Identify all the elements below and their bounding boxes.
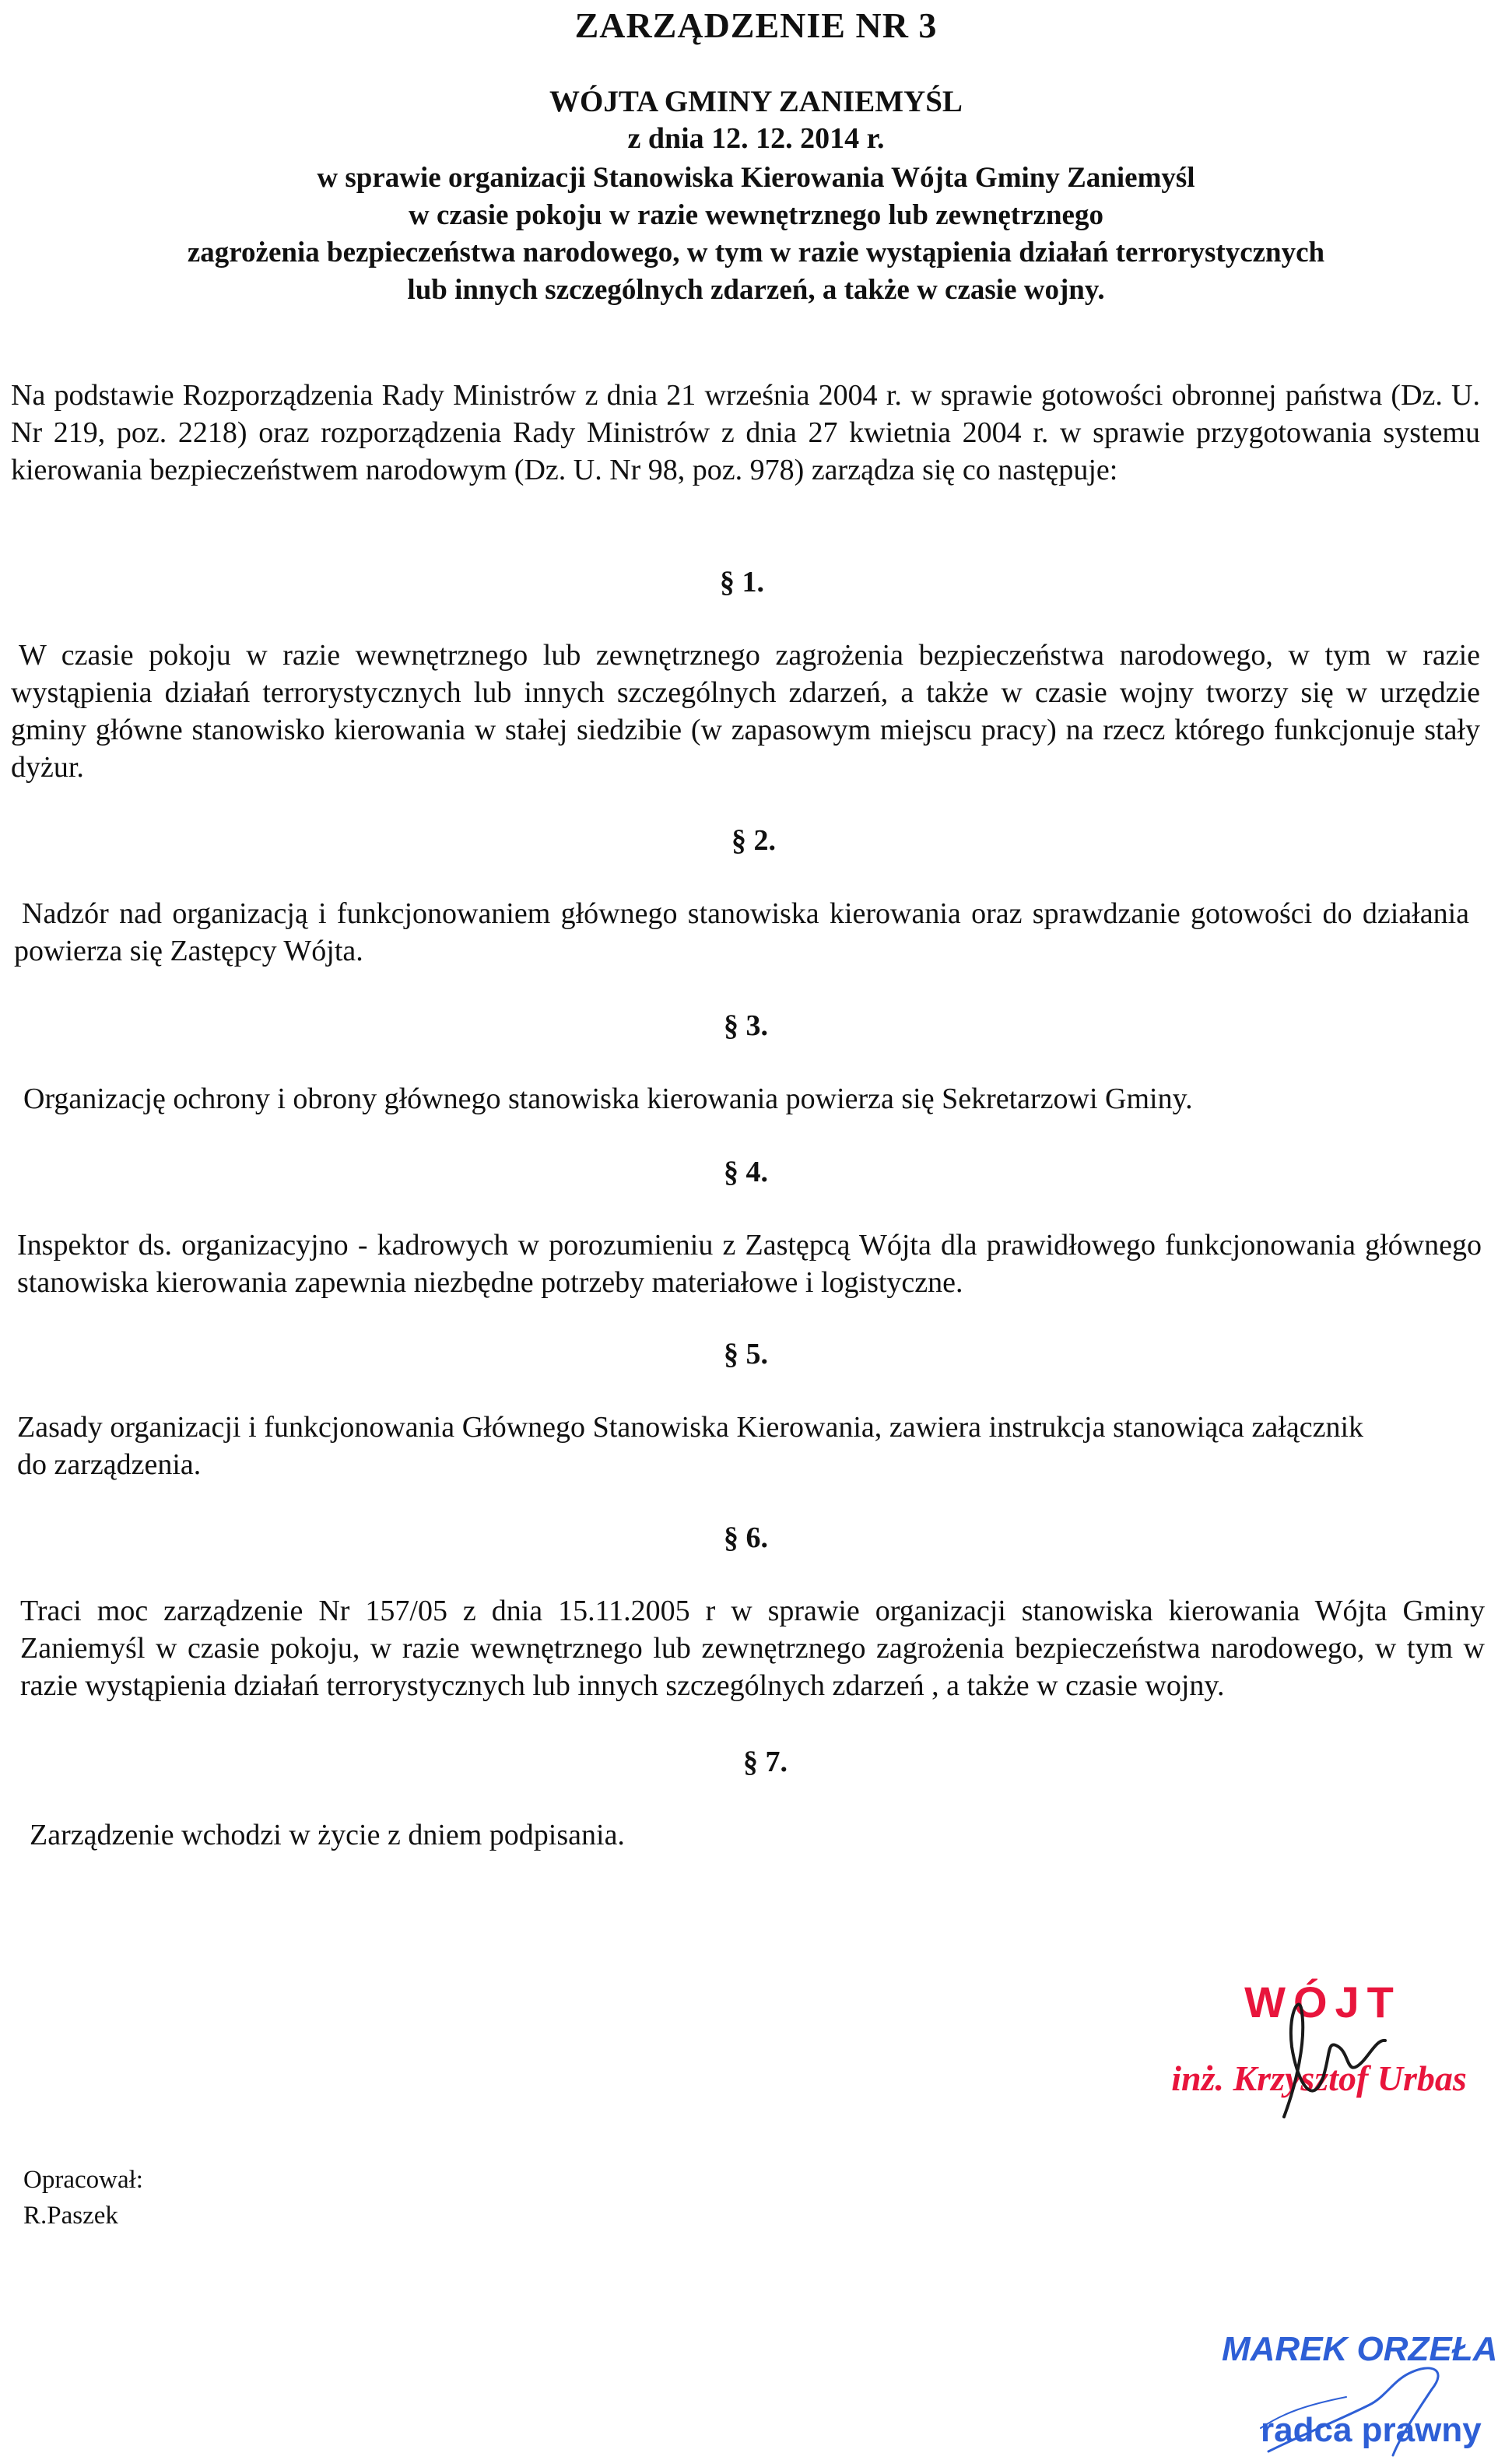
stamp-title: WÓJT	[1244, 1977, 1401, 2027]
section-number: § 1.	[720, 566, 764, 598]
subject-line: lub innych szczególnych zdarzeń, a także w czasie wojny.	[407, 274, 1105, 306]
section-number: § 7.	[743, 1746, 788, 1778]
mayor-stamp	[1136, 1977, 1502, 2125]
section-text: W czasie pokoju w razie wewnętrznego lub zewnętrznego zagrożenia bezpieczeństwa narodowego, w tym w razie wystąpienia działań terrorystycznych lub innych szczególnych zdarzeń, a także w czasie wojny tworzy się w urzędzie gminy główne stanowisko kierowania w stałej siedzibie (w zapasowym miejscu pracy) na rzecz którego funkcjonuje stały dyżur.	[11, 639, 1480, 784]
section-text: Zasady organizacji i funkcjonowania Głównego Stanowiska Kierowania, zawiera instrukcja stanowiąca załącznik do zarządzenia.	[17, 1411, 1363, 1481]
prepared-by-label: Opracował:	[23, 2166, 143, 2194]
stamp-name: inż. Krzysztof Urbas	[1171, 2058, 1467, 2098]
section-text: Inspektor ds. organizacyjno - kadrowych w porozumieniu z Zastępcą Wójta dla prawidłowego funkcjonowania głównego stanowiska kierowania zapewnia niezbędne potrzeby materiałowe i logistyczne.	[17, 1229, 1482, 1299]
legal-counsel-stamp	[1206, 2327, 1512, 2460]
document-title: ZARZĄDZENIE NR 3	[574, 5, 938, 45]
section-number: § 6.	[724, 1521, 768, 1554]
section-text: Organizację ochrony i obrony głównego stanowiska kierowania powierza się Sekretarzowi Gminy.	[23, 1083, 1193, 1115]
section-number: § 2.	[731, 824, 776, 857]
section-number: § 3.	[724, 1009, 768, 1042]
subject-line: w czasie pokoju w razie wewnętrznego lub zewnętrznego	[409, 199, 1103, 231]
legal-counsel-name: MAREK ORZEŁA	[1222, 2330, 1498, 2368]
section-number: § 4.	[724, 1156, 768, 1188]
subject-line: w sprawie organizacji Stanowiska Kierowania Wójta Gminy Zaniemyśl	[317, 162, 1195, 194]
section-text: Nadzór nad organizacją i funkcjonowaniem głównego stanowiska kierowania oraz sprawdzanie gotowości do działania powierza się Zastępcy Wójta.	[14, 897, 1469, 967]
subject-line: zagrożenia bezpieczeństwa narodowego, w tym w razie wystąpienia działań terrorystycznych	[187, 237, 1325, 268]
section-text: Traci moc zarządzenie Nr 157/05 z dnia 15.11.2005 r w sprawie organizacji stanowiska kierowania Wójta Gminy Zaniemyśl w czasie pokoju, w razie wewnętrznego lub zewnętrznego zagrożenia bezpieczeństwa narodowego, w tym w razie wystąpienia działań terrorystycznych lub innych szczególnych zdarzeń , a także w czasie wojny.	[20, 1595, 1485, 1702]
document-date: z dnia 12. 12. 2014 r.	[627, 122, 885, 155]
section-number: § 5.	[724, 1338, 768, 1370]
legal-counsel-title: radca prawny	[1261, 2411, 1482, 2449]
document-subject	[0, 160, 1512, 309]
prepared-by-name: R.Paszek	[23, 2202, 118, 2230]
section-text: Zarządzenie wchodzi w życie z dniem podpisania.	[30, 1819, 625, 1851]
issuing-authority: WÓJTA GMINY ZANIEMYŚL	[549, 85, 963, 118]
preamble: Na podstawie Rozporządzenia Rady Ministrów z dnia 21 września 2004 r. w sprawie gotowości obronnej państwa (Dz. U. Nr 219, poz. 2218) oraz rozporządzenia Rady Ministrów z dnia 27 kwietnia 2004 r. w sprawie przygotowania systemu kierowania bezpieczeństwem narodowym (Dz. U. Nr 98, poz. 978) zarządza się co następuje:	[11, 379, 1480, 486]
prepared-by	[23, 2162, 143, 2234]
